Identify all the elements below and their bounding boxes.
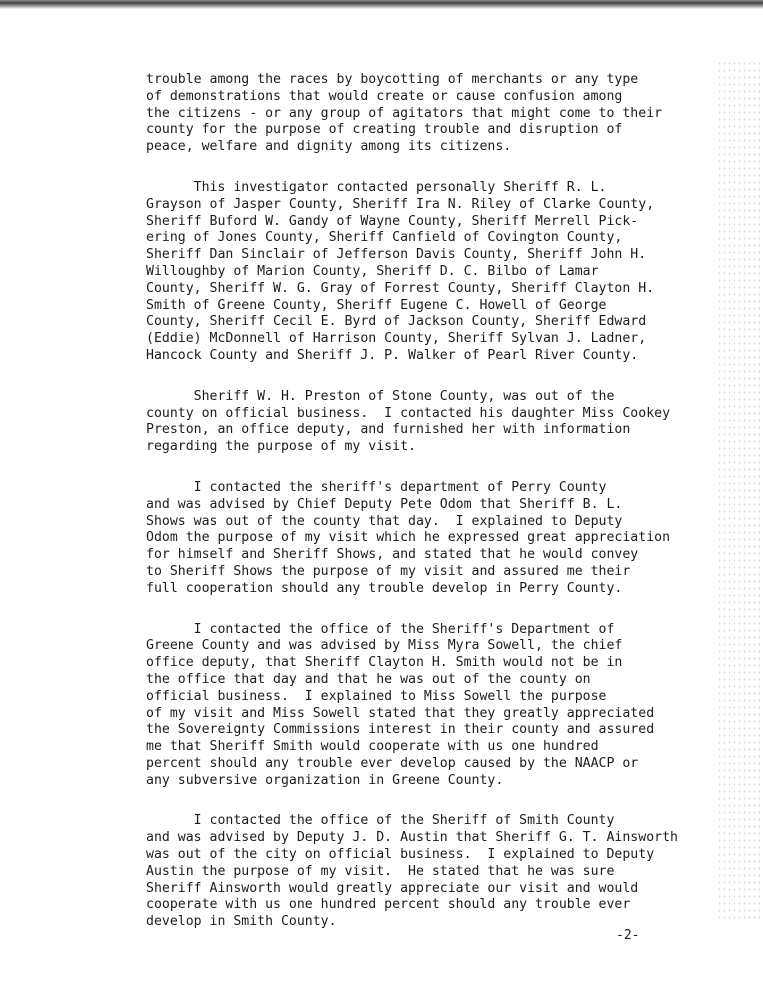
text-line: ering of Jones County, Sheriff Canfield of Covington County, xyxy=(146,230,623,246)
paragraph-p2 xyxy=(146,180,742,365)
text-line: (Eddie) McDonnell of Harrison County, Sheriff Sylvan J. Ladner, xyxy=(146,331,647,347)
text-line: I contacted the sheriff's department of Perry County xyxy=(146,479,607,495)
text-line: full cooperation should any trouble develop in Perry County. xyxy=(146,580,623,596)
text-line: office deputy, that Sheriff Clayton H. Smith would not be in xyxy=(146,655,623,671)
paragraph-p4 xyxy=(146,480,742,598)
text-line: Sheriff Dan Sinclair of Jefferson Davis County, Sheriff John H. xyxy=(146,247,647,263)
text-line: County, Sheriff Cecil E. Byrd of Jackson County, Sheriff Edward xyxy=(146,314,647,330)
text-line: county on official business. I contacted his daughter Miss Cookey xyxy=(146,405,671,421)
text-line: cooperate with us one hundred percent should any trouble ever xyxy=(146,897,631,913)
text-line: Greene County and was advised by Miss Myra Sowell, the chief xyxy=(146,638,623,654)
text-line: me that Sheriff Smith would cooperate with us one hundred xyxy=(146,739,599,755)
paragraph-p3 xyxy=(146,389,742,456)
text-line: Willoughby of Marion County, Sheriff D. C. Bilbo of Lamar xyxy=(146,263,599,279)
text-line: county for the purpose of creating trouble and disruption of xyxy=(146,122,623,138)
scan-top-edge xyxy=(0,0,763,9)
text-line: of my visit and Miss Sowell stated that they greatly appreciated xyxy=(146,705,655,721)
document-page xyxy=(146,72,742,955)
text-line: official business. I explained to Miss Sowell the purpose xyxy=(146,688,607,704)
text-line: Sheriff Ainsworth would greatly appreciate our visit and would xyxy=(146,880,639,896)
text-line: and was advised by Deputy J. D. Austin that Sheriff G. T. Ainsworth xyxy=(146,830,678,846)
text-line: I contacted the office of the Sheriff's Department of xyxy=(146,621,615,637)
text-line: This investigator contacted personally Sheriff R. L. xyxy=(146,179,607,195)
text-line: Sheriff Buford W. Gandy of Wayne County, Sheriff Merrell Pick- xyxy=(146,213,639,229)
text-line: trouble among the races by boycotting of merchants or any type xyxy=(146,72,639,87)
text-line: the Sovereignty Commissions interest in their county and assured xyxy=(146,722,655,738)
text-line: County, Sheriff W. G. Gray of Forrest County, Sheriff Clayton H. xyxy=(146,280,655,296)
text-line: the citizens - or any group of agitators that might come to their xyxy=(146,105,663,121)
text-line: develop in Smith County. xyxy=(146,914,337,930)
text-line: Odom the purpose of my visit which he expressed great appreciation xyxy=(146,530,671,546)
paragraph-p1 xyxy=(146,72,742,156)
text-line: was out of the city on official business. I explained to Deputy xyxy=(146,847,655,863)
page-number: -2- xyxy=(616,928,640,943)
paragraph-p5 xyxy=(146,622,742,790)
text-line: any subversive organization in Greene County. xyxy=(146,772,504,788)
text-line: regarding the purpose of my visit. xyxy=(146,439,416,455)
text-line: of demonstrations that would create or cause confusion among xyxy=(146,88,623,104)
text-line: percent should any trouble ever develop caused by the NAACP or xyxy=(146,755,639,771)
text-line: Grayson of Jasper County, Sheriff Ira N. Riley of Clarke County, xyxy=(146,196,655,212)
text-line: peace, welfare and dignity among its citizens. xyxy=(146,139,512,155)
text-line: the office that day and that he was out of the county on xyxy=(146,671,591,687)
text-line: Sheriff W. H. Preston of Stone County, was out of the xyxy=(146,388,615,404)
text-line: Smith of Greene County, Sheriff Eugene C. Howell of George xyxy=(146,297,607,313)
text-line: Preston, an office deputy, and furnished her with information xyxy=(146,422,631,438)
text-line: Hancock County and Sheriff J. P. Walker of Pearl River County. xyxy=(146,347,639,363)
text-line: Austin the purpose of my visit. He stated that he was sure xyxy=(146,863,615,879)
text-line: for himself and Sheriff Shows, and stated that he would convey xyxy=(146,547,639,563)
text-line: to Sheriff Shows the purpose of my visit and assured me their xyxy=(146,563,631,579)
text-line: Shows was out of the county that day. I explained to Deputy xyxy=(146,513,623,529)
text-line: I contacted the office of the Sheriff of Smith County xyxy=(146,813,615,829)
paragraph-p6 xyxy=(146,813,742,931)
text-line: and was advised by Chief Deputy Pete Odom that Sheriff B. L. xyxy=(146,496,623,512)
